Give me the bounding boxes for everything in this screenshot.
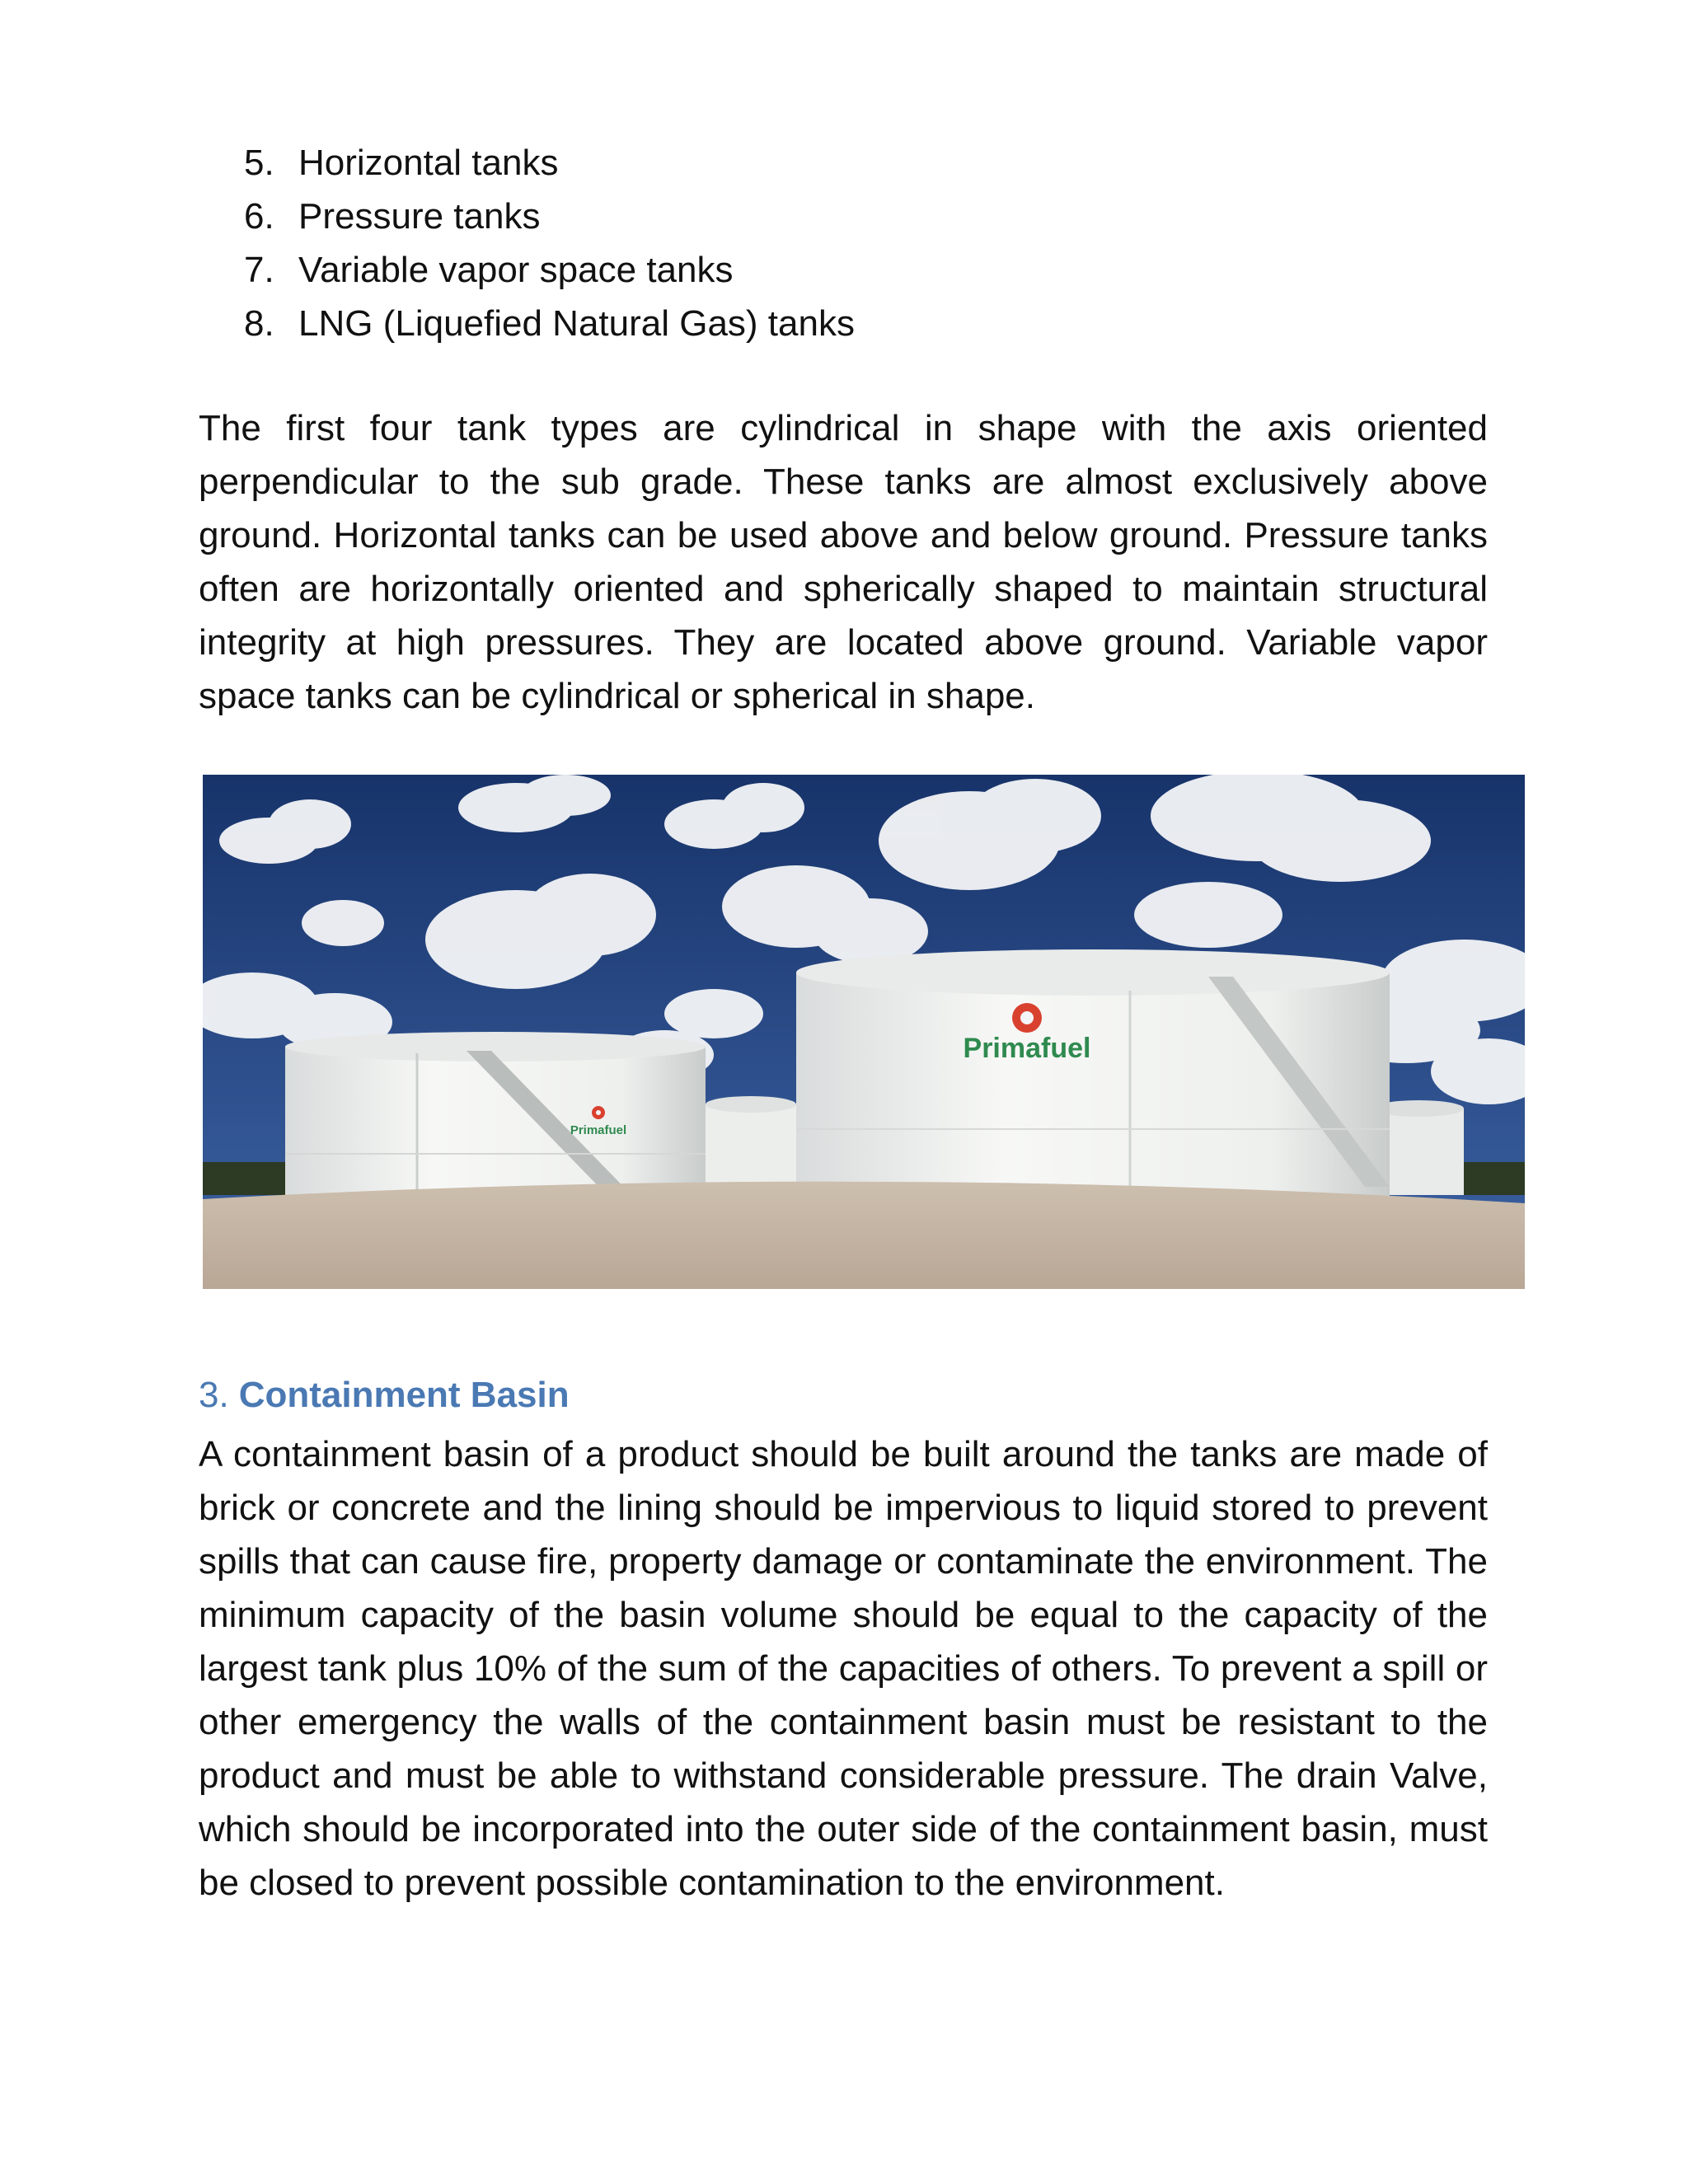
list-item-text: Variable vapor space tanks [298, 250, 734, 290]
tank-types-list [244, 136, 986, 350]
section-title: Containment Basin [238, 1375, 570, 1415]
list-item [244, 297, 986, 350]
storage-tanks-photo [203, 775, 1525, 1289]
list-item-number: 5. [244, 143, 274, 183]
gravel-ground [203, 1182, 1525, 1289]
list-item-number: 7. [244, 250, 274, 290]
list-item-text: Horizontal tanks [298, 143, 559, 183]
list-item [244, 136, 986, 190]
paragraph-containment-basin: A containment basin of a product should be built around the tanks are made of brick or concrete and the lining should be impervious to liquid stored to prevent spills that can cause fire, property damage or contaminate the environment. The minimum capacity of the basin volume should be equal to the capacity of the largest tank plus 10% of the sum of the capacities of others. To prevent a spill or other emergency the walls of the containment basin must be resistant to the product and must be able to withstand considerable pressure. The drain Valve, which should be incorporated into the outer side of the containment basin, must be closed to prevent possible contamination to the environment. [199, 1434, 1488, 1903]
section-number: 3. [199, 1375, 229, 1415]
brand-label-small: Primafuel [570, 1123, 627, 1137]
list-item [244, 243, 986, 297]
brand-label-large: Primafuel [963, 1033, 1091, 1064]
logo-icon-small [592, 1106, 605, 1119]
list-item-number: 6. [244, 196, 274, 237]
left-tank [285, 1032, 706, 1203]
section-heading [199, 1370, 570, 1421]
list-item-text: LNG (Liquefied Natural Gas) tanks [298, 303, 855, 344]
right-tank [796, 949, 1390, 1203]
list-item [244, 190, 986, 243]
small-tank [706, 1104, 796, 1195]
list-item-number: 8. [244, 303, 274, 344]
list-item-text: Pressure tanks [298, 196, 541, 237]
logo-icon-large [1012, 1003, 1042, 1033]
paragraph-tank-shapes: The first four tank types are cylindrical in shape with the axis oriented perpendicular to the sub grade. These tanks are almost exclusively above ground. Horizontal tanks can be used above and below ground. Pressure tanks often are horizontally oriented and spherically shaped to maintain structural integrity at high pressures. They are located above ground. Variable vapor space tanks can be cylindrical or spherical in shape. [199, 408, 1488, 716]
